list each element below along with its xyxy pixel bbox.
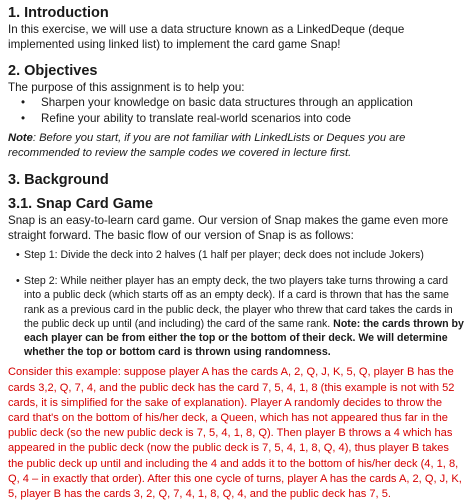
step-item: • Step 1: Divide the deck into 2 halves (1 half per player; deck does not include Jokers) — [16, 249, 424, 261]
background-heading: 3. Background — [8, 172, 109, 188]
objectives-list — [8, 95, 466, 127]
objectives-intro: The purpose of this assignment is to help you: — [8, 81, 245, 94]
bullet-icon: • — [16, 249, 20, 261]
objective-item: • Refine your ability to translate real-world scenarios into code — [21, 112, 351, 125]
snap-subheading: 3.1. Snap Card Game — [8, 196, 154, 212]
background-body: Snap is an easy-to-learn card game. Our version of Snap makes the game even more straight forward. The basic flow of our version of Snap is as follows: — [8, 214, 449, 242]
introduction-body: In this exercise, we will use a data structure known as a LinkedDeque (deque implemented using linked list) to implement the card game Snap! — [8, 23, 405, 51]
note-label: Note — [8, 132, 33, 144]
introduction-heading: 1. Introduction — [8, 5, 109, 21]
bullet-icon: • — [21, 112, 26, 125]
bullet-icon: • — [16, 275, 20, 288]
objective-item: • Sharpen your knowledge on basic data structures through an application — [21, 96, 413, 109]
game-steps-list — [8, 248, 466, 359]
step-item: • Step 2: While neither player has an empty deck, the two players take turns throwing a card into a public deck (which starts off as an empty deck). If a card is thrown that has the same rank as a previous card in the public deck, the player who threw that card takes the cards in the public deck up until (and including) the card of the same rank. Note: the cards thrown by each player can be from either the top or the bottom of their deck. We will determine whether the top or bottom card is thrown using randomness. — [16, 275, 464, 359]
objectives-heading: 2. Objectives — [8, 63, 98, 79]
step2-note: Note: the cards thrown by each player can be from either the top or the bottom of their deck. We will determine whether the top or bottom card is thrown using randomness. — [24, 317, 464, 359]
bullet-icon: • — [21, 96, 26, 109]
example-paragraph: Consider this example: suppose player A has the cards A, 2, Q, J, K, 5, Q, player B has the cards 3,2, Q, 7, 4, and the public deck has the card 7, 5, 4, 1, 8 (this example is not with 52 cards, it is simplified for the sake of explanation). Player A randomly decides to throw the card that's on the bottom of his/her deck, a Queen, which has not appeared thus far in the public deck (so the new public deck is 7, 5, 4, 1, 8, Q). Then player B throws a 4 which has appeared in the public deck (now the public deck is 7, 5, 4, 1, 8, Q, 4), thus player B takes the public deck up until and including the 4 and adds it to the bottom of his/her deck (4, 1, 8, Q, 4 – in exactly that order). After this one cycle of turns, player A has the cards A, 2, Q, J, K, 5, player B has the cards 3, 2, Q, 7, 4, 1, 8, Q, 4, and the public deck has 7, 5. — [8, 366, 462, 501]
objectives-note — [8, 131, 466, 161]
note-text: : Before you start, if you are not familiar with LinkedLists or Deques you are recommended to review the sample codes we covered in lecture first. — [8, 132, 406, 159]
